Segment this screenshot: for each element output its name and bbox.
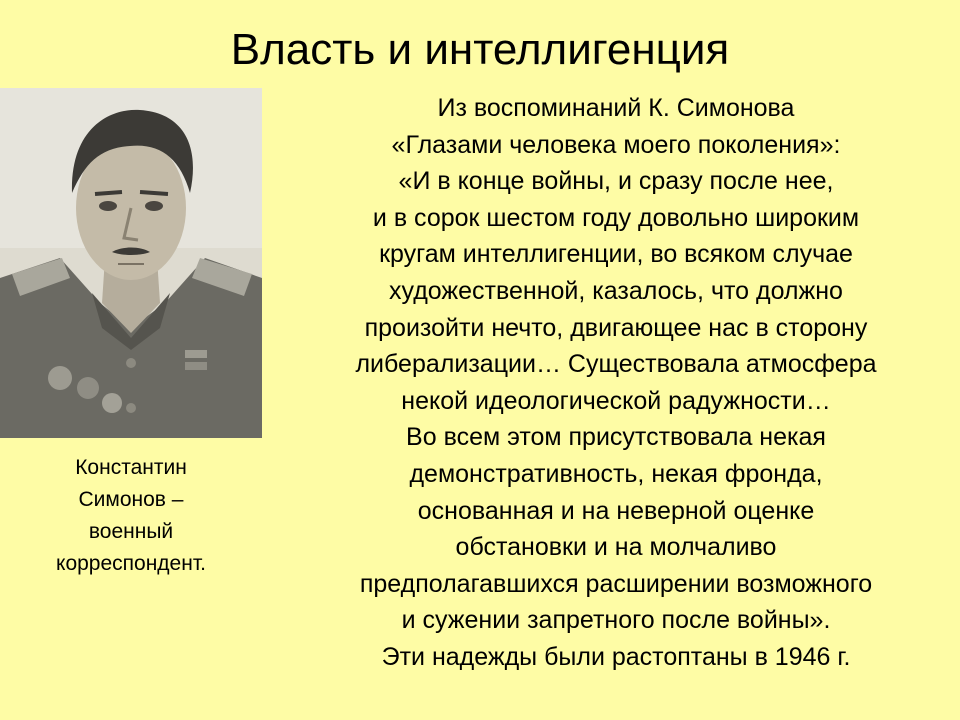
quote-line: Из воспоминаний К. Симонова bbox=[437, 94, 795, 122]
quote-line: демонстративность, некая фронда, bbox=[409, 459, 823, 488]
quote-line: «И в конце войны, и сразу после нее, bbox=[398, 167, 834, 196]
caption-line: военный bbox=[88, 520, 174, 543]
quote-line: и в сорок шестом году довольно широким bbox=[372, 203, 860, 232]
quote-line: кругам интеллигенции, во всяком случае bbox=[379, 240, 853, 269]
caption-line: Константин bbox=[75, 456, 187, 479]
quote-line: Эти надежды были растоптаны в 1946 г. bbox=[381, 642, 851, 671]
portrait-caption bbox=[22, 452, 240, 580]
quote-line: либерализации… Существовала атмосфера bbox=[355, 350, 877, 379]
quote-line: некой идеологической радужности… bbox=[401, 386, 831, 415]
portrait-photo bbox=[0, 88, 262, 438]
quote-line: произойти нечто, двигающее нас в сторону bbox=[364, 313, 868, 342]
quote-line: основанная и на неверной оценке bbox=[417, 496, 815, 525]
quote-line: Во всем этом присутствовала некая bbox=[406, 423, 826, 452]
quote-line: обстановки и на молчаливо bbox=[455, 533, 777, 562]
quote-line: художественной, казалось, что должно bbox=[389, 276, 843, 305]
caption-line: корреспондент. bbox=[56, 552, 206, 575]
slide-title: Власть и интеллигенция bbox=[230, 25, 730, 74]
caption-line: Симонов – bbox=[78, 488, 184, 511]
quote-line: и сужении запретного после войны». bbox=[401, 606, 831, 635]
quote-line: предполагавшихся расширении возможного bbox=[359, 569, 873, 598]
quote-line: «Глазами человека моего поколения»: bbox=[391, 130, 841, 159]
quote-text bbox=[272, 90, 960, 676]
